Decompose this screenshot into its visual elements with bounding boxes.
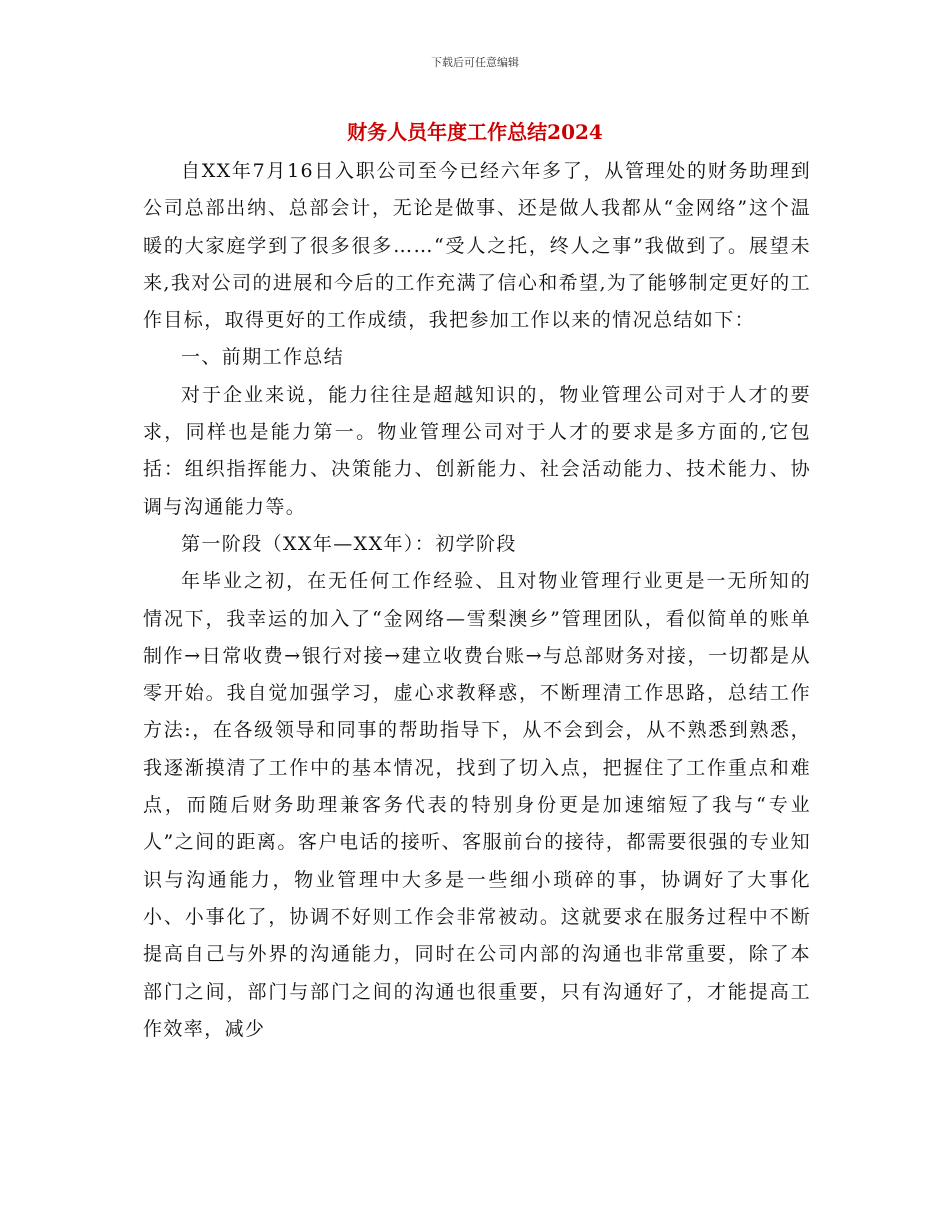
paragraph-ability: 对于企业来说，能力往往是超越知识的，物业管理公司对于人才的要求，同样也是能力第一。物业管理公司对于人才的要求是多方面的,它包括：组织指挥能力、决策能力、创新能力、社会活动能力、技术能力、协调与沟通能力等。 <box>143 383 811 518</box>
page-header-note: 下载后可任意编辑 <box>431 56 519 69</box>
section-heading: 一、前期工作总结 <box>181 346 345 369</box>
document-body <box>143 153 811 1048</box>
paragraph-intro: 自XX年7月16日入职公司至今已经六年多了，从管理处的财务助理到公司总部出纳、总部会计，无论是做事、还是做人我都从“金网络”这个温暖的大家庭学到了很多很多……“受人之托，终人之事”我做到了。展望未来,我对公司的进展和今后的工作充满了信心和希望,为了能够制定更好的工作目标，取得更好的工作成绩，我把参加工作以来的情况总结如下： <box>143 160 811 332</box>
document-title: 财务人员年度工作总结2024 <box>347 120 603 144</box>
paragraph-stage-one: 年毕业之初，在无任何工作经验、且对物业管理行业更是一无所知的情况下，我幸运的加入了“金网络—雪梨澳乡”管理团队，看似简单的账单制作→日常收费→银行对接→建立收费台账→与总部财务对接，一切都是从零开始。我自觉加强学习，虚心求教释惑，不断理清工作思路，总结工作方法:，在各级领导和同事的帮助指导下，从不会到会，从不熟悉到熟悉，我逐渐摸清了工作中的基本情况，找到了切入点，把握住了工作重点和难点，而随后财务助理兼客务代表的特别身份更是加速缩短了我与“专业人”之间的距离。客户电话的接听、客服前台的接待，都需要很强的专业知识与沟通能力，物业管理中大多是一些细小琐碎的事，协调好了大事化小、小事化了，协调不好则工作会非常被动。这就要求在服务过程中不断提高自己与外界的沟通能力，同时在公司内部的沟通也非常重要，除了本部门之间，部门与部门之间的沟通也很重要，只有沟通好了，才能提高工作效率，减少 <box>143 570 811 1040</box>
stage-heading: 第一阶段（XX年—XX年）：初学阶段 <box>181 532 517 555</box>
